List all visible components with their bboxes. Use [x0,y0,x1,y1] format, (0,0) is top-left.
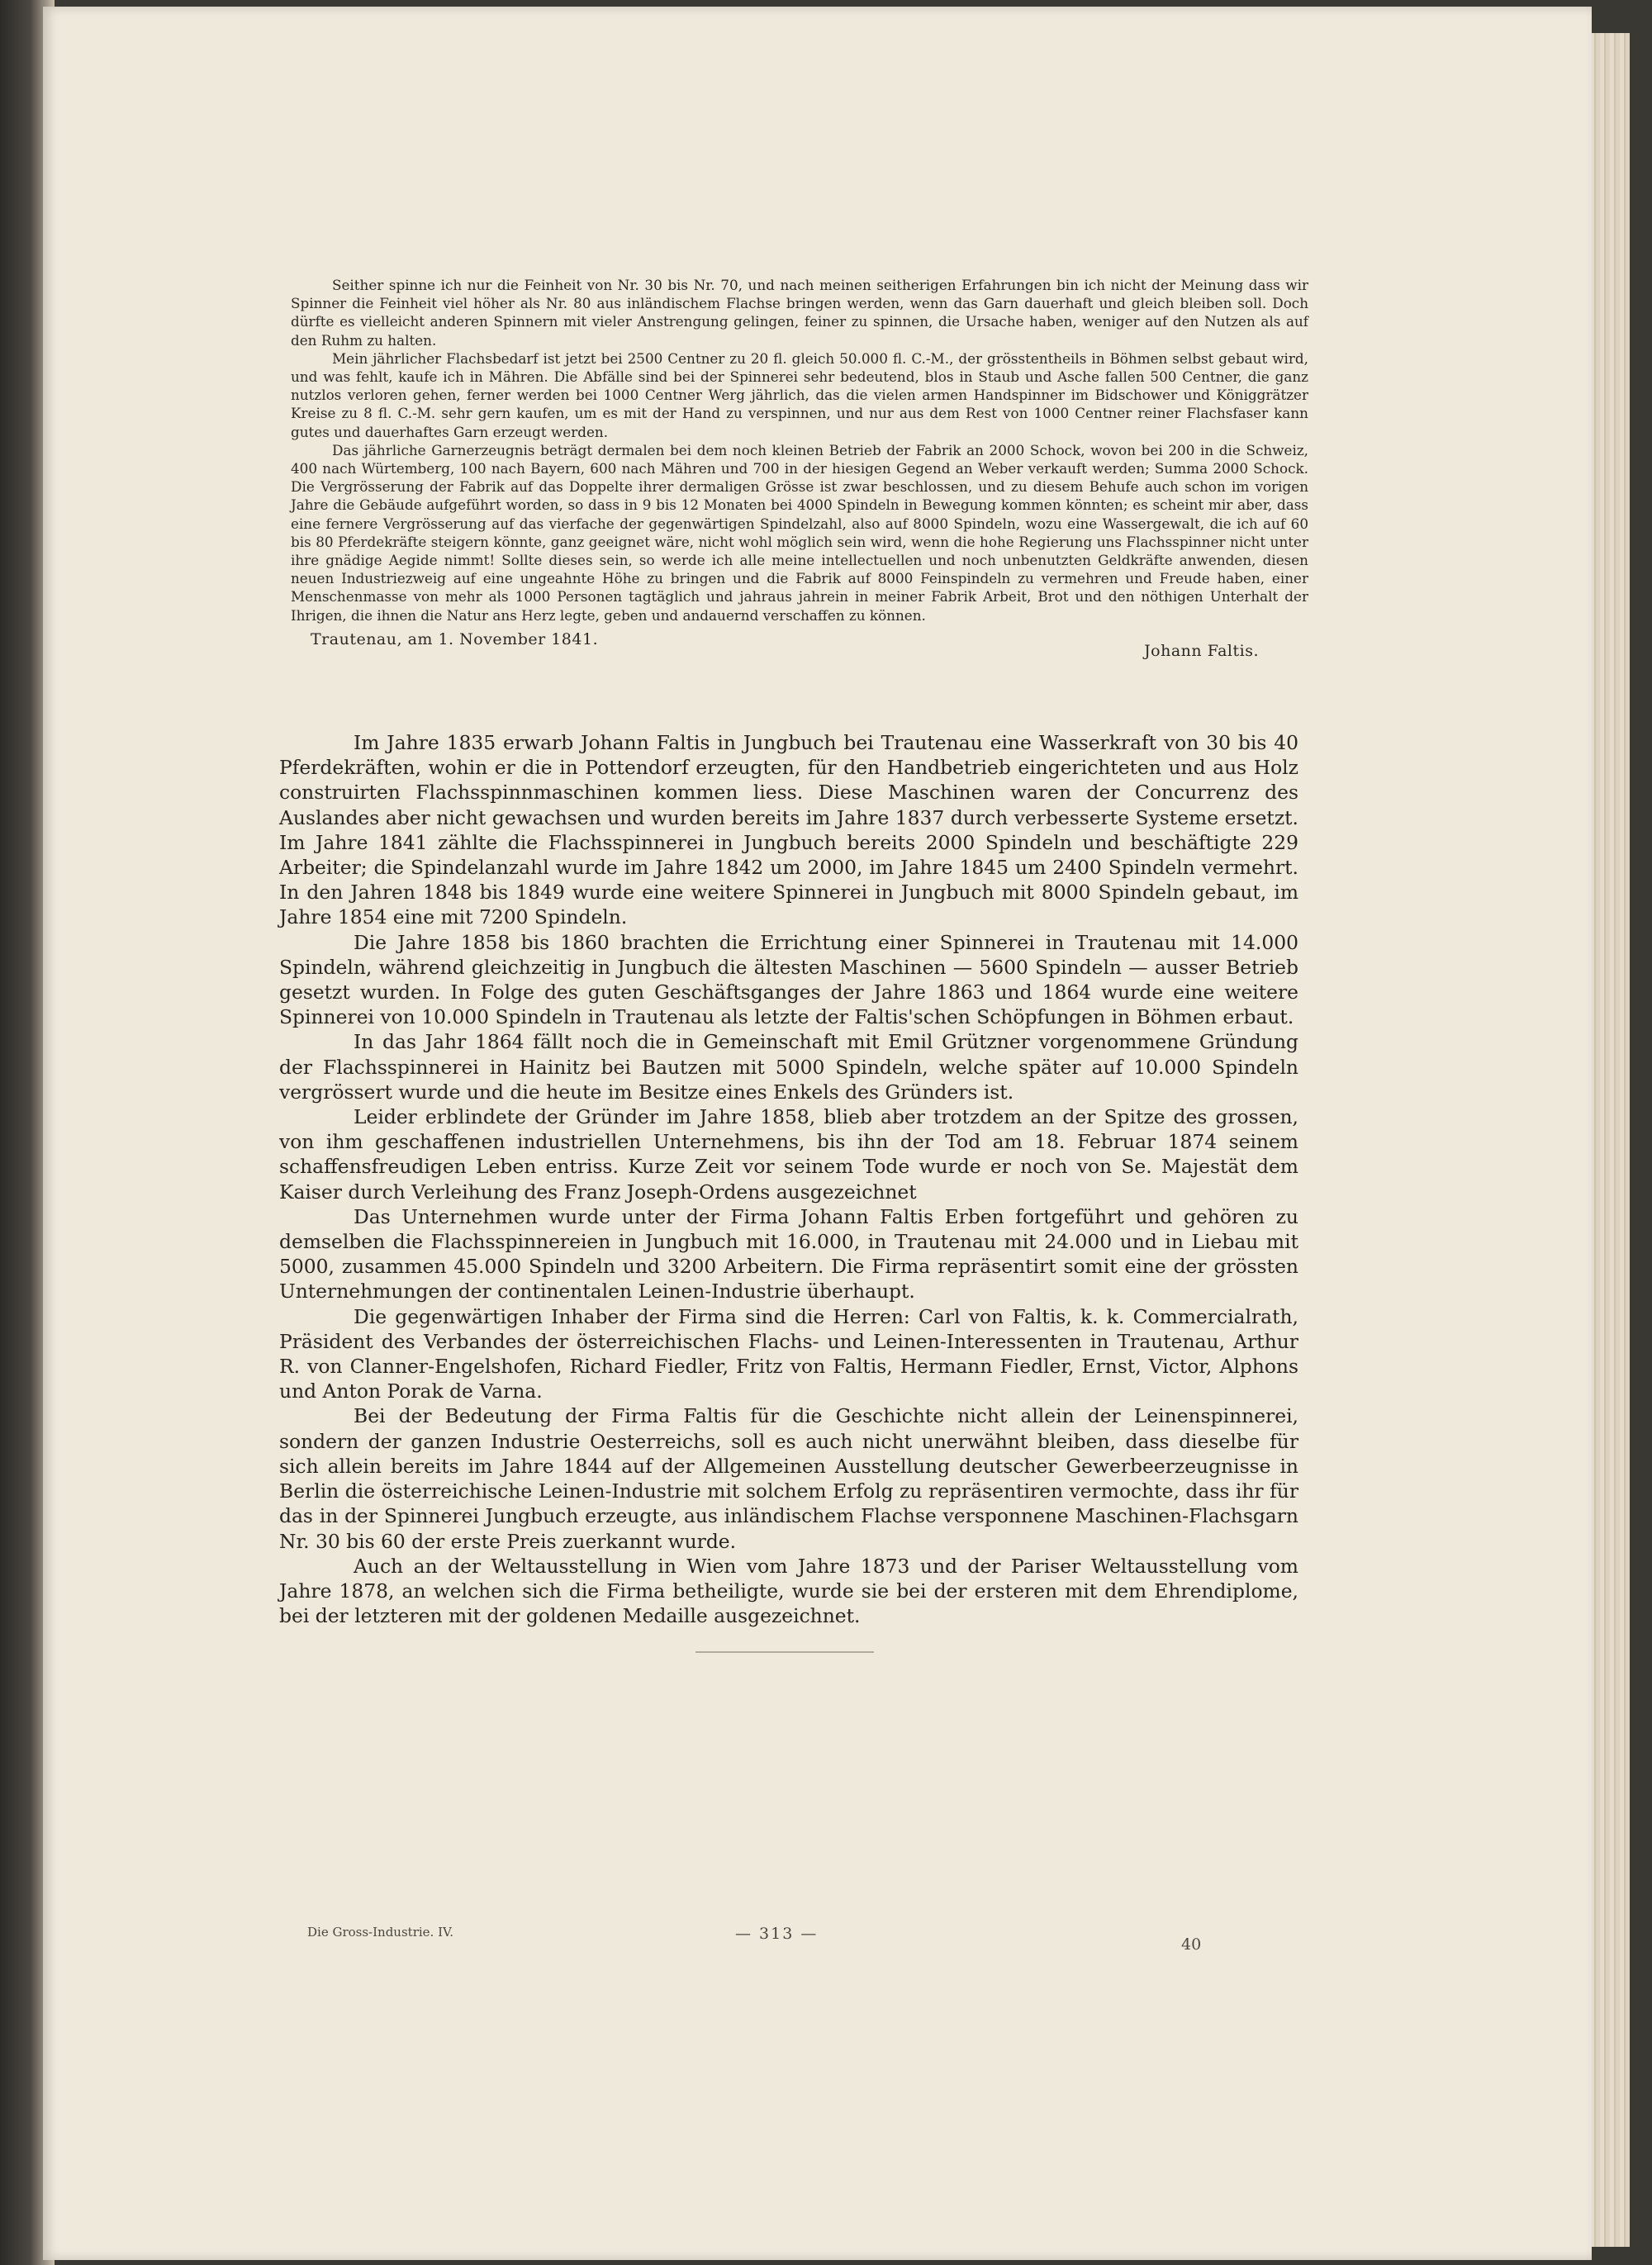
body-paragraph: Auch an der Weltausstellung in Wien vom Jahre 1873 und der Pariser Weltausstellung vom Jahre 1878, an welchen sich die Firma betheiligte, wurde sie bei der ersteren mit dem Ehrendiplome, bei der letzteren mit der goldenen Medaille ausgezeichnet. [279,1554,1298,1628]
letter-paragraph: Mein jährlicher Flachsbedarf ist jetzt bei 2500 Centner zu 20 fl. gleich 50.000 fl. C.-M., der grösstentheils in Böhmen selbst gebaut wird, und was fehlt, kaufe ich in Mähren. Die Abfälle sind bei der Spinnerei sehr bedeutend, blos in Staub und Asche fallen 500 Centner, die ganz nutzlos verloren gehen, ferner werden bei 1000 Centner Werg jährlich, das die vielen armen Handspinner im Bidschower und Königgrätzer Kreise zu 8 fl. C.-M. sehr gern kaufen, um es mit der Hand zu verspinnen, und nur aus dem Rest von 1000 Centner reiner Flachsfaser kann gutes und dauerhaftes Garn erzeugt werden. [291,349,1308,440]
letter-paragraph: Das jährliche Garnerzeugnis beträgt dermalen bei dem noch kleinen Betrieb der Fabrik an 2000 Schock, wovon bei 200 in die Schweiz, 400 nach Würtemberg, 100 nach Bayern, 600 nach Mähren und 700 in der hiesigen Gegend an Weber verkauft werden; Summa 2000 Schock. Die Vergrösserung der Fabrik auf das Doppelte ihrer dermaligen Grösse ist zwar beschlossen, und zu diesem Behufe auch schon im vorigen Jahre die Gebäude aufgeführt worden, so dass in 9 bis 12 Monaten bei 4000 Spindeln in Bewegung kommen könnten; es scheint mir aber, dass eine fernere Vergrösserung auf das vierfache der gegenwärtigen Spindelzahl, also auf 8000 Spindeln, wozu eine Wassergewalt, die ich auf 60 bis 80 Pferdekräfte steigern könnte, ganz geeignet wäre, nicht wohl möglich sein wird, wenn die hohe Regierung uns Flachsspinner nicht unter ihre gnädige Aegide nimmt! Sollte dieses sein, so werde ich alle meine intellectuellen und noch unbenutzten Geldkräfte anwenden, diesen neuen Industriezweig auf eine ungeahnte Höhe zu bringen und die Fabrik auf 8000 Feinspindeln zu vermehren und Freude haben, einer Menschenmasse von mehr als 1000 Personen tagtäglich und jahraus jahrein in meiner Fabrik Arbeit, Brot und den nöthigen Unterhalt der Ihrigen, die ihnen die Natur ans Herz legte, geben und andauernd verschaffen zu können. [291,441,1308,624]
body-paragraph: Die Jahre 1858 bis 1860 brachten die Errichtung einer Spinnerei in Trautenau mit 14.000 Spindeln, während gleichzeitig in Jungbuch die ältesten Maschinen — 5600 Spindeln — ausser Betrieb gesetzt wurden. In Folge des guten Geschäftsganges der Jahre 1863 und 1864 wurde eine weitere Spinnerei von 10.000 Spindeln in Trautenau als letzte der Faltis'schen Schöpfungen in Böhmen erbaut. [279,930,1298,1029]
letter-closing [291,628,1308,662]
signature: Johann Faltis. [1144,641,1259,660]
body-paragraph: Leider erblindete der Gründer im Jahre 1858, blieb aber trotzdem an der Spitze des grossen, von ihm geschaffenen industriellen Unternehmens, bis ihn der Tod am 18. Februar 1874 seinem schaffensfreudigen Leben entriss. Kurze Zeit vor seinem Tode wurde er noch von Se. Majestät dem Kaiser durch Verleihung des Franz Joseph-Ordens ausgezeichnet [279,1105,1298,1204]
place-date: Trautenau, am 1. November 1841. [311,629,599,648]
page-number: — 313 — [735,1925,819,1943]
page-edges [1590,33,1630,2247]
body-paragraph: Bei der Bedeutung der Firma Faltis für die Geschichte nicht allein der Leinenspinnerei, sondern der ganzen Industrie Oesterreichs, soll es auch nicht unerwähnt bleiben, dass dieselbe für sich allein bereits im Jahre 1844 auf der Allgemeinen Ausstellung deutscher Gewerbeerzeugnisse in Berlin die österreichische Leinen-Industrie mit solchem Erfolg zu repräsentiren vermochte, dass ihr für das in der Spinnerei Jungbuch erzeugte, aus inländischem Flachse versponnene Maschinen-Flachsgarn Nr. 30 bis 60 der erste Preis zuerkannt wurde. [279,1404,1298,1553]
letter-quote [291,276,1308,662]
section-divider [695,1651,874,1653]
series-title: Die Gross-Industrie. IV. [307,1925,453,1940]
body-paragraph: Im Jahre 1835 erwarb Johann Faltis in Jungbuch bei Trautenau eine Wasserkraft von 30 bis 40 Pferdekräften, wohin er die in Pottendorf erzeugten, für den Handbetrieb eingerichteten und aus Holz construirten Flachsspinnmaschinen kommen liess. Diese Maschinen waren der Concurrenz des Auslandes aber nicht gewachsen und wurden bereits im Jahre 1837 durch verbesserte Systeme ersetzt. Im Jahre 1841 zählte die Flachsspinnerei in Jungbuch bereits 2000 Spindeln und beschäftigte 229 Arbeiter; die Spindelanzahl wurde im Jahre 1842 um 2000, im Jahre 1845 um 2400 Spindeln vermehrt. In den Jahren 1848 bis 1849 wurde eine weitere Spinnerei in Jungbuch mit 8000 Spindeln gebaut, im Jahre 1854 eine mit 7200 Spindeln. [279,731,1298,929]
body-paragraph: Die gegenwärtigen Inhaber der Firma sind die Herren: Carl von Faltis, k. k. Commercialrath, Präsident des Verbandes der österreichischen Flachs- und Leinen-Interessenten in Trautenau, Arthur R. von Clanner-Engelshofen, Richard Fiedler, Fritz von Faltis, Hermann Fiedler, Ernst, Victor, Alphons und Anton Porak de Varna. [279,1304,1298,1403]
body-paragraph: In das Jahr 1864 fällt noch die in Gemeinschaft mit Emil Grützner vorgenommene Gründung der Flachsspinnerei in Hainitz bei Bautzen mit 5000 Spindeln, welche später auf 10.000 Spindeln vergrössert wurde und die heute im Besitze eines Enkels des Gründers ist. [279,1030,1298,1104]
body-paragraph: Das Unternehmen wurde unter der Firma Johann Faltis Erben fortgeführt und gehören zu demselben die Flachsspinnereien in Jungbuch mit 16.000, in Trautenau mit 24.000 und in Liebau mit 5000, zusammen 45.000 Spindeln und 3200 Arbeitern. Die Firma repräsentirt somit eine der grössten Unternehmungen der continentalen Leinen-Industrie überhaupt. [279,1204,1298,1303]
main-text [279,730,1298,1628]
letter-paragraph: Seither spinne ich nur die Feinheit von Nr. 30 bis Nr. 70, und nach meinen seitherigen Erfahrungen bin ich nicht der Meinung dass wir Spinner die Feinheit viel höher als Nr. 80 aus inländischem Flachse bringen werden, wenn das Garn dauerhaft und gleich bleiben soll. Doch dürfte es vielleicht anderen Spinnern mit vieler Anstrengung gelingen, feiner zu spinnen, die Ursache haben, weniger auf den Nutzen als auf den Ruhm zu halten. [291,277,1308,349]
signature-mark: 40 [1181,1935,1202,1954]
